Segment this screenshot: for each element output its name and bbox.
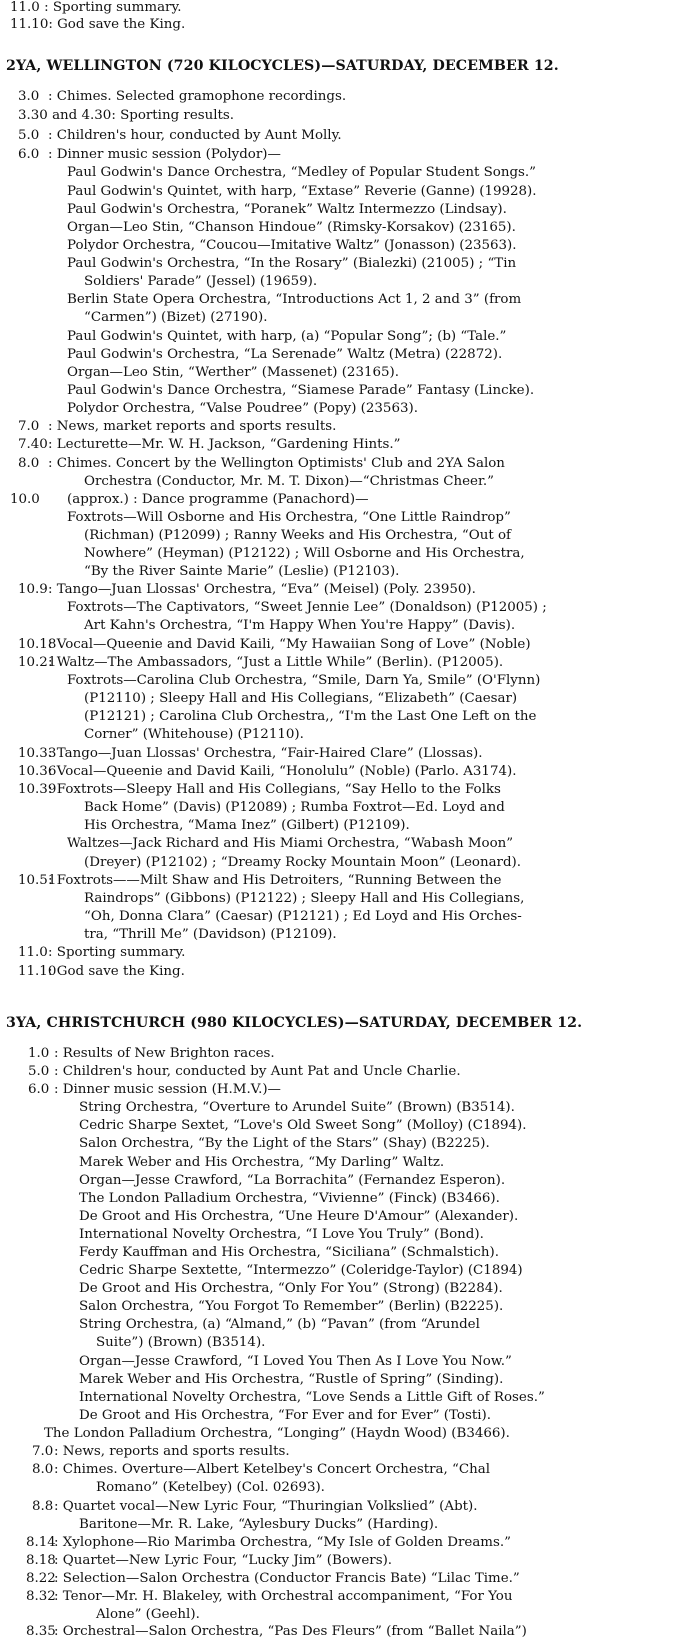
schedule-line: 10.0 (approx.) : Dance programme (Panachord)— (10, 492, 369, 507)
programme-item-continued: Back Home” (Davis) (P12089) ; Rumba Foxtrot—Ed. Loyd and (84, 800, 505, 815)
programme-item-continued: “Oh, Donna Clara” (Caesar) (P12121) ; Ed Loyd and His Orches- (84, 909, 522, 924)
schedule-line: 7.0: News, reports and sports results. (32, 1444, 290, 1459)
programme-item-continued: Raindrops” (Gibbons) (P12122) ; Sleepy Hall and His Collegians, (84, 891, 525, 906)
programme-item: String Orchestra, (a) “Almand,” (b) “Pavan” (from “Arundel (79, 1317, 480, 1332)
schedule-line: 10.39: Foxtrots—Sleepy Hall and His Collegians, “Say Hello to the Folks (18, 782, 501, 797)
programme-item-continued: (Dreyer) (P12102) ; “Dreamy Rocky Mountain Moon” (Leonard). (84, 855, 522, 870)
programme-item: Cedric Sharpe Sextet, “Love's Old Sweet Song” (Molloy) (C1894). (79, 1118, 527, 1133)
programme-item: De Groot and His Orchestra, “For Ever and for Ever” (Tosti). (79, 1408, 491, 1423)
schedule-line: 8.0: Chimes. Overture—Albert Ketelbey's Concert Orchestra, “Chal (32, 1462, 490, 1477)
programme-item-continued: “Carmen”) (Bizet) (27190). (84, 310, 268, 325)
programme-item: Organ—Leo Stin, “Werther” (Massenet) (23165). (67, 365, 400, 380)
schedule-line: 11.10: God save the King. (10, 17, 186, 32)
schedule-line: 6.0 : Dinner music session (Polydor)— (18, 147, 281, 162)
programme-item: Organ—Jesse Crawford, “La Borrachita” (Fernandez Esperon). (79, 1173, 506, 1188)
programme-item-continued: (Richman) (P12099) ; Ranny Weeks and His Orchestra, “Out of (84, 528, 511, 543)
programme-item-continued: (P12110) ; Sleepy Hall and His Collegians, “Elizabeth” (Caesar) (84, 691, 518, 706)
programme-item: Foxtrots—Carolina Club Orchestra, “Smile, Darn Ya, Smile” (O'Flynn) (67, 673, 541, 688)
programme-item: De Groot and His Orchestra, “Only For You” (Strong) (B2284). (79, 1281, 503, 1296)
programme-item-continued: Soldiers' Parade” (Jessel) (19659). (84, 274, 318, 289)
programme-item-continued: His Orchestra, “Mama Inez” (Gilbert) (P12109). (84, 818, 410, 833)
programme-item: Salon Orchestra, “You Forgot To Remember” (Berlin) (B2225). (79, 1299, 504, 1314)
programme-item: Foxtrots—The Captivators, “Sweet Jennie Lee” (Donaldson) (P12005) ; (67, 600, 547, 615)
programme-item-continued: Alone” (Geehl). (96, 1607, 200, 1622)
schedule-line: 10.36: Vocal—Queenie and David Kaili, “Honolulu” (Noble) (Parlo. A3174). (18, 764, 517, 779)
schedule-line: 6.0 : Dinner music session (H.M.V.)— (28, 1082, 281, 1097)
station-heading-2ya: 2YA, WELLINGTON (720 KILOCYCLES)—SATURDAY, DECEMBER 12. (6, 58, 559, 74)
schedule-line: 10.18: Vocal—Queenie and David Kaili, “My Hawaiian Song of Love” (Noble) (18, 637, 531, 652)
schedule-line: 8.35: Orchestral—Salon Orchestra, “Pas Des Fleurs” (from “Ballet Naila”) (26, 1624, 527, 1639)
schedule-line: 8.18: Quartet—New Lyric Four, “Lucky Jim” (Bowers). (26, 1553, 393, 1568)
programme-item-continued: Art Kahn's Orchestra, “I'm Happy When You're Happy” (Davis). (84, 618, 516, 633)
programme-item: Paul Godwin's Quintet, with harp, (a) “Popular Song”; (b) “Tale.” (67, 329, 507, 344)
programme-item: Organ—Leo Stin, “Chanson Hindoue” (Rimsky-Korsakov) (23165). (67, 220, 516, 235)
programme-item: Waltzes—Jack Richard and His Miami Orchestra, “Wabash Moon” (67, 836, 514, 851)
schedule-line: 8.32: Tenor—Mr. H. Blakeley, with Orchestral accompaniment, “For You (26, 1589, 513, 1604)
programme-item-continued: (P12121) ; Carolina Club Orchestra,, “I'm the Last One Left on the (84, 709, 537, 724)
schedule-line: 11.10: God save the King. (18, 964, 185, 979)
programme-item-continued: Suite”) (Brown) (B3514). (96, 1335, 266, 1350)
schedule-line: 10.33: Tango—Juan Llossas' Orchestra, “Fair-Haired Clare” (Llossas). (18, 746, 483, 761)
schedule-line: 8.0 : Chimes. Concert by the Wellington Optimists' Club and 2YA Salon (18, 456, 505, 471)
programme-item-continued: Romano” (Ketelbey) (Col. 02693). (96, 1480, 325, 1495)
schedule-line: 10.9: Tango—Juan Llossas' Orchestra, “Eva” (Meisel) (Poly. 23950). (18, 582, 476, 597)
programme-item: String Orchestra, “Overture to Arundel Suite” (Brown) (B3514). (79, 1100, 515, 1115)
schedule-line: 8.8: Quartet vocal—New Lyric Four, “Thuringian Volkslied” (Abt). (32, 1499, 478, 1514)
programme-item: Polydor Orchestra, “Coucou—Imitative Waltz” (Jonasson) (23563). (67, 238, 517, 253)
schedule-line: 3.0 : Chimes. Selected gramophone recordings. (18, 89, 347, 104)
programme-item: Foxtrots—Will Osborne and His Orchestra, “One Little Raindrop” (67, 510, 511, 525)
programme-item: Polydor Orchestra, “Valse Poudree” (Popy) (23563). (67, 401, 418, 416)
schedule-line: 11.0 : Sporting summary. (10, 0, 182, 15)
programme-item-continued: Corner” (Whitehouse) (P12110). (84, 727, 304, 742)
schedule-line: 1.0 : Results of New Brighton races. (28, 1046, 275, 1061)
schedule-line: 7.0 : News, market reports and sports results. (18, 419, 337, 434)
programme-item-continued: Orchestra (Conductor, Mr. M. T. Dixon)—“Christmas Cheer.” (84, 474, 494, 489)
programme-item: The London Palladium Orchestra, “Longing” (Haydn Wood) (B3466). (44, 1426, 510, 1441)
schedule-line: 5.0 : Children's hour, conducted by Aunt Pat and Uncle Charlie. (28, 1064, 461, 1079)
station-heading-3ya: 3YA, CHRISTCHURCH (980 KILOCYCLES)—SATURDAY, DECEMBER 12. (6, 1015, 583, 1031)
programme-item-continued: “By the River Sainte Marie” (Leslie) (P12103). (84, 564, 400, 579)
programme-item: Baritone—Mr. R. Lake, “Aylesbury Ducks” (Harding). (79, 1517, 439, 1532)
programme-item: De Groot and His Orchestra, “Une Heure D'Amour” (Alexander). (79, 1209, 519, 1224)
programme-item: Paul Godwin's Quintet, with harp, “Extase” Reverie (Ganne) (19928). (67, 184, 537, 199)
programme-item-continued: tra, “Thrill Me” (Davidson) (P12109). (84, 927, 337, 942)
programme-item: Salon Orchestra, “By the Light of the Stars” (Shay) (B2225). (79, 1136, 490, 1151)
programme-item: Berlin State Opera Orchestra, “Introductions Act 1, 2 and 3” (from (67, 292, 522, 307)
programme-item: Cedric Sharpe Sextette, “Intermezzo” (Coleridge-Taylor) (C1894) (79, 1263, 523, 1278)
programme-item: Ferdy Kauffman and His Orchestra, “Siciliana” (Schmalstich). (79, 1245, 500, 1260)
programme-item: Paul Godwin's Orchestra, “In the Rosary” (Bialezki) (21005) ; “Tin (67, 256, 517, 271)
programme-item: The London Palladium Orchestra, “Vivienne” (Finck) (B3466). (79, 1191, 500, 1206)
programme-item: Paul Godwin's Orchestra, “Poranek” Waltz Intermezzo (Lindsay). (67, 202, 507, 217)
programme-item: Marek Weber and His Orchestra, “My Darling” Waltz. (79, 1155, 445, 1170)
schedule-line: 8.22: Selection—Salon Orchestra (Conductor Francis Bate) “Lilac Time.” (26, 1571, 520, 1586)
schedule-line: 11.0: Sporting summary. (18, 945, 186, 960)
programme-item: Paul Godwin's Dance Orchestra, “Medley of Popular Student Songs.” (67, 165, 537, 180)
programme-item-continued: Nowhere” (Heyman) (P12122) ; Will Osborne and His Orchestra, (84, 546, 525, 561)
schedule-line: 10.21: Waltz—The Ambassadors, “Just a Little While” (Berlin). (P12005). (18, 655, 504, 670)
schedule-line: 5.0 : Children's hour, conducted by Aunt Molly. (18, 128, 342, 143)
programme-item: Organ—Jesse Crawford, “I Loved You Then As I Love You Now.” (79, 1354, 512, 1369)
schedule-line: 3.30 and 4.30: Sporting results. (18, 108, 235, 123)
programme-item: Marek Weber and His Orchestra, “Rustle of Spring” (Sinding). (79, 1372, 504, 1387)
programme-item: International Novelty Orchestra, “I Love You Truly” (Bond). (79, 1227, 484, 1242)
programme-item: International Novelty Orchestra, “Love Sends a Little Gift of Roses.” (79, 1390, 545, 1405)
schedule-line: 8.14: Xylophone—Rio Marimba Orchestra, “My Isle of Golden Dreams.” (26, 1535, 511, 1550)
schedule-line: 7.40: Lecturette—Mr. W. H. Jackson, “Gardening Hints.” (18, 437, 401, 452)
schedule-line: 10.51: Foxtrots——Milt Shaw and His Detroiters, “Running Between the (18, 873, 502, 888)
programme-item: Paul Godwin's Orchestra, “La Serenade” Waltz (Metra) (22872). (67, 347, 503, 362)
programme-item: Paul Godwin's Dance Orchestra, “Siamese Parade” Fantasy (Lincke). (67, 383, 535, 398)
